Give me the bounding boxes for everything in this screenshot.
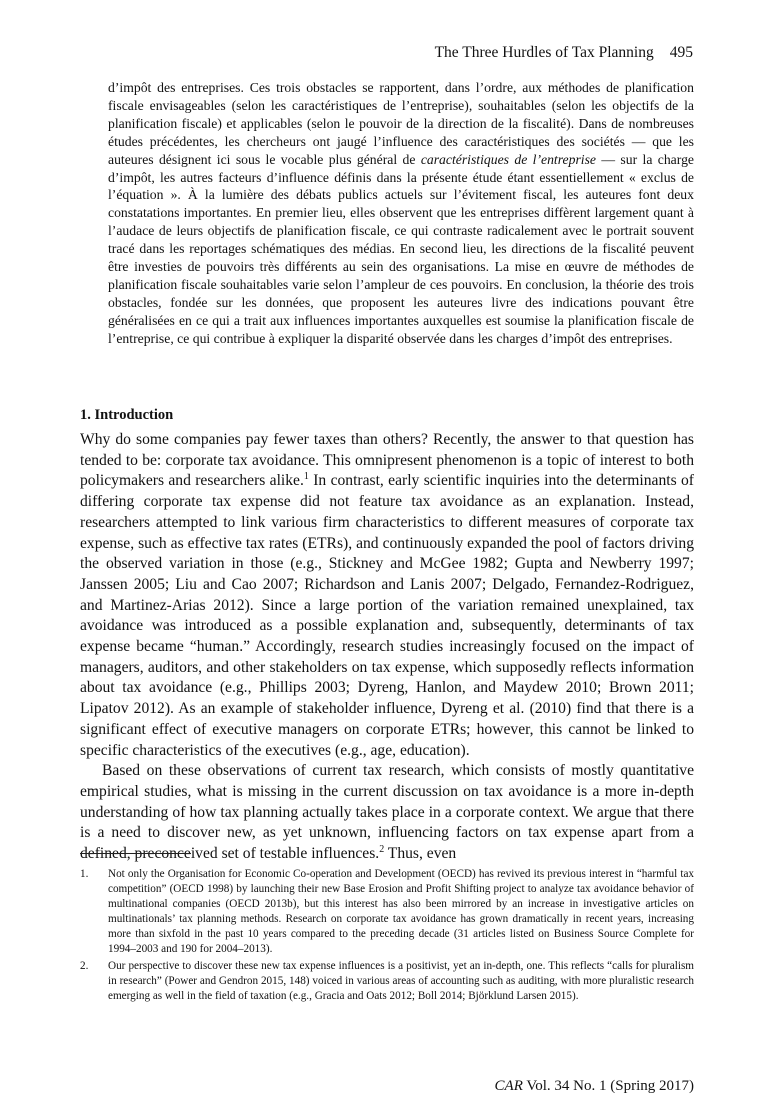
abstract-text-part1: d’impôt des entreprises. Ces trois obstacles se rapportent, dans l’ordre, aux méthodes de planification fiscale envisageables (selon les caractéristiques de l’entreprise), souhaitables (selon les objectifs de la planification fiscale) et applicables (selon le pouvoir de la direction de la fiscalité). Dans de nombreuses études précédentes, les chercheurs ont jaugé l’influence des caractéristiques des sociétés — que les auteures désignent ici sous le vocable plus général de [108,80,694,167]
footnote-number: 2. [80,959,89,972]
footnote-2 [80,959,694,1004]
footnote-ref-2[interactable]: 2 [379,844,385,856]
footnote-1 [80,867,694,958]
abstract-emphasis: caractéristiques de l’entreprise [420,151,597,167]
abstract-text-part2: — sur la charge d’impôt, les autres facteurs d’influence définis dans la présente étude étant essentiellement « exclus de l’équation ». À la lumière des débats publics actuels sur l’évitement fiscal, les auteures font deux constatations importantes. En premier lieu, elles observent que les entreprises diffèrent largement quant à l’audace de leurs objectifs de planification fiscale, ce qui contraste radicalement avec le portrait souvent tracé dans les reportages schématiques des médias. En second lieu, les directions de la fiscalité peuvent être investies de pouvoirs très différents au sein des organisations. La mise en œuvre de méthodes de planification fiscale souhaitables varie selon l’ampleur de ces pouvoirs. En conclusion, la théorie des trois obstacles, fondée sur les données, que proposent les auteures livre des indications pouvant être généralisées en ce qui a trait aux influences importantes auxquelles est soumise la planification fiscale de l’entreprise, ce qui contribue à expliquer la disparité observée dans les charges d’impôt des entreprises. [108,151,694,346]
footnote-number: 1. [80,868,89,880]
footnote-text: Not only the Organisation for Economic Co-operation and Development (OECD) has revived its previous interest in “harmful tax competition” (OECD 1998) by launching their new Base Erosion and Profit Shifting project to analyze tax avoidance behavior of multinational companies (OECD 2013b), but this interest has also been mirrored by an increase in investigative articles on multinationals’ tax planning methods. Research on corporate tax avoidance has grown dramatically in recent years, increasing more than sixfold in the past 10 years compared to the preceding decade (31 articles listed on Business Source Complete for 1994–2003 and 190 for 2004–2013). [108,868,694,956]
body-text [80,430,694,865]
paragraph-1-part-a: Why do some companies pay fewer taxes than others? Recently, the answer to that question has tended to be: corporate tax avoidance. This omnipresent phenomenon is a topic of interest to both policymakers and researchers alike. [80,431,694,490]
footnote-text: Our perspective to discover these new tax expense influences is a positivist, yet an in-depth, one. This reflects “calls for pluralism in research” (Power and Gendron 2015, 148) voiced in various areas of accounting such as auditing, with more pluralistic research emerging as well in the field of taxation (e.g., Gracia and Oats 2012; Boll 2014; Björklund Larsen 2015). [108,959,694,1002]
journal-issue: Vol. 34 No. 1 (Spring 2017) [522,1078,694,1094]
journal-name: CAR [494,1078,523,1094]
running-title: The Three Hurdles of Tax Planning [434,44,654,61]
paragraph-2 [80,761,694,865]
footnote-ref-1[interactable]: 1 [303,471,309,483]
paragraph-1-part-b: In contrast, early scientific inquiries into the determinants of differing corporate tax expense did not feature tax avoidance as an explanation. Instead, researchers attempted to link various firm characteristics to different measures of corporate tax expense, such as effective tax rates (ETRs), and continuously expanded the pool of factors driving the observed variation in those (e.g., Stickney and McGee 1982; Gupta and Newberry 1997; Janssen 2005; Liu and Cao 2007; Richardson and Lanis 2007; Delgado, Fernandez-Rodriguez, and Martinez-Arias 2012). Since a large portion of the variation remained unexplained, tax avoidance was introduced as a possible explanation and, subsequently, determinants of tax expense became “human.” Accordingly, research studies increasingly focused on the impact of managers, auditors, and other stakeholders on tax expense, which supposedly reflects information about tax avoidance (e.g., Phillips 2003; Dyreng, Hanlon, and Maydew 2010; Brown 2011; Lipatov 2012). As an example of stakeholder influence, Dyreng et al. (2010) find that there is a significant effect of executive managers on corporate ETRs; however, this cannot be linked to specific characteristics of the executives (e.g., age, education). [80,472,694,759]
paragraph-2-part-a: Based on these observations of current tax research, which consists of mostly quantitative empirical studies, what is missing in the current discussion on tax avoidance is a more in-depth understanding of how tax planning actually takes place in a corporate context. We argue that there is a need to discover new, as yet unknown, influencing factors on tax expense apart from a defined, preconceived set of testable influences. [80,762,694,863]
running-head [435,44,693,62]
journal-footer [495,1078,694,1095]
abstract-french [108,79,694,348]
paragraph-1 [80,430,694,761]
page-number: 495 [669,44,693,61]
footnote-divider [80,853,191,854]
section-heading: 1. Introduction [80,407,174,423]
footnotes [80,867,694,1005]
paragraph-2-part-b: Thus, even [384,845,457,863]
